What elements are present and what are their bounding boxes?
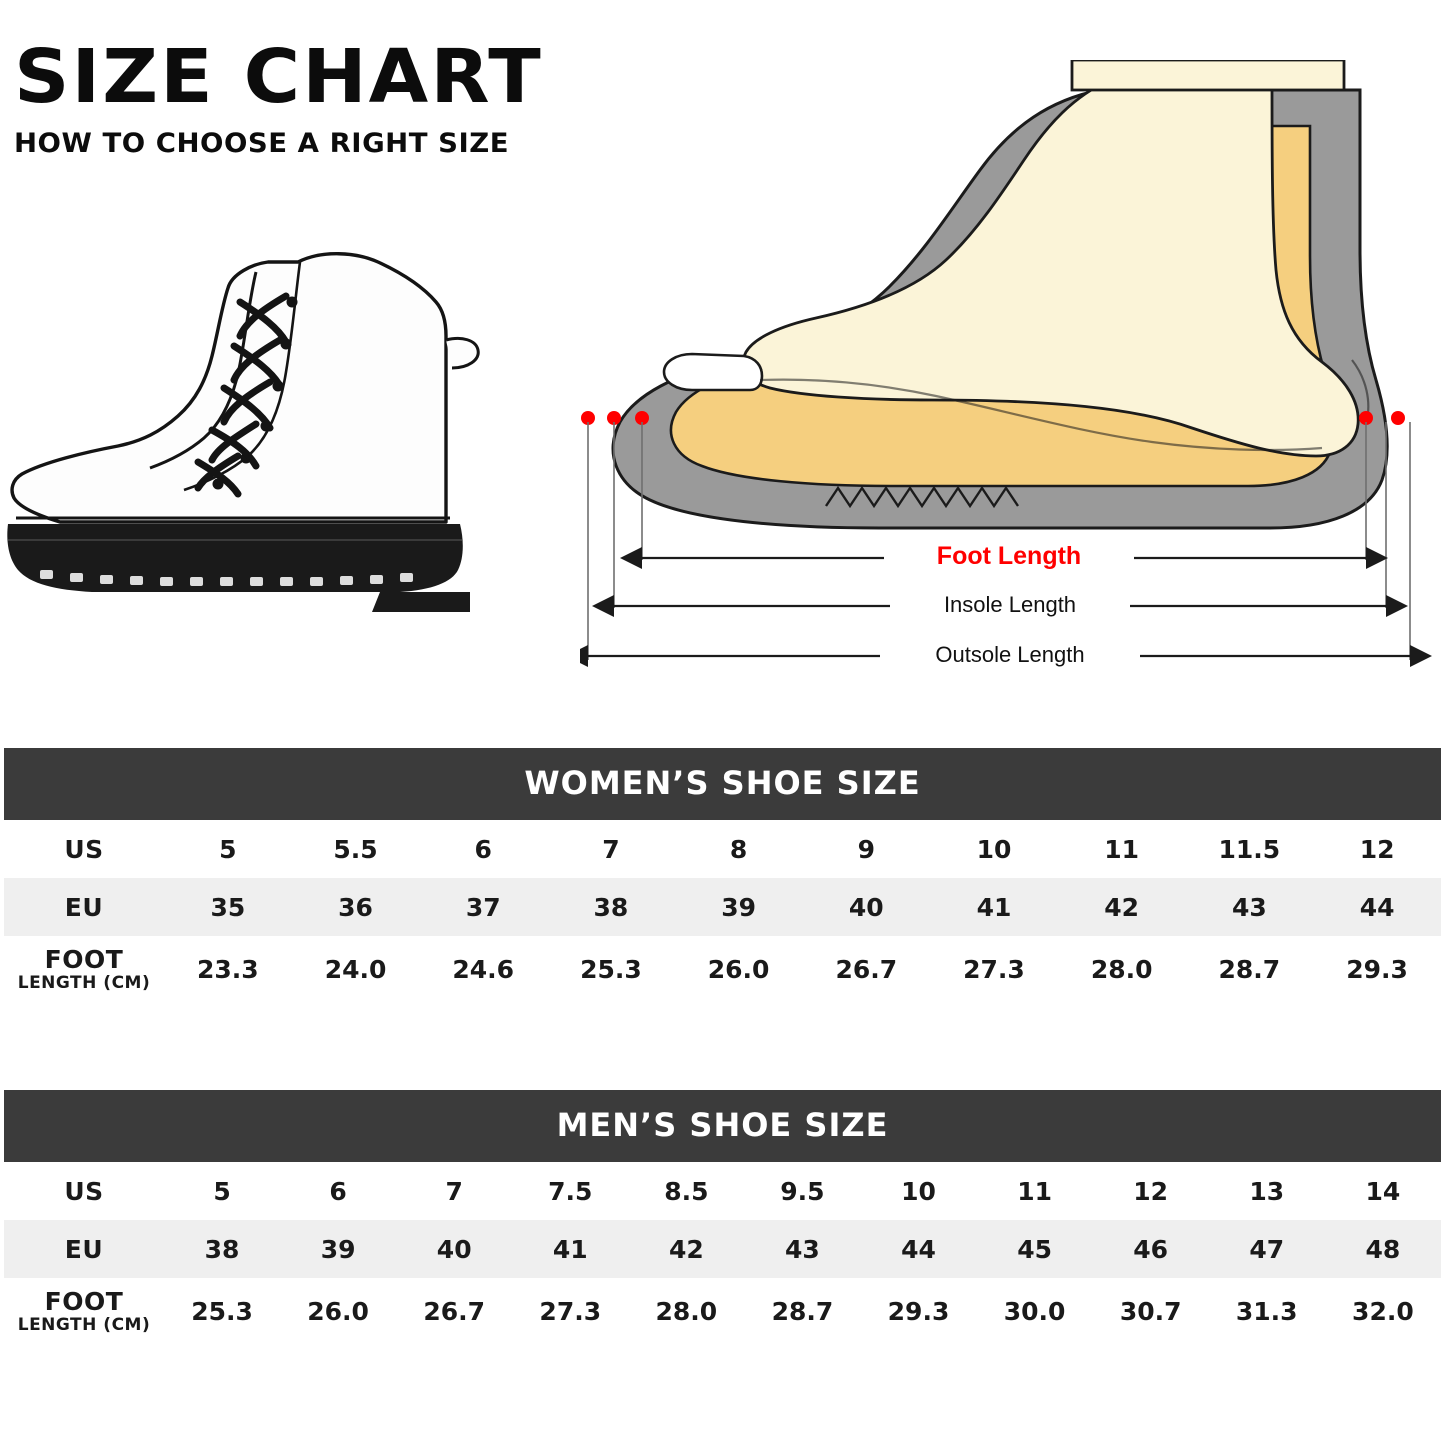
cell: 26.7 [396, 1278, 512, 1344]
row-label-foot: FOOT [44, 944, 124, 974]
cell: 35 [164, 878, 292, 936]
cell: 30.0 [977, 1278, 1093, 1344]
table-row [4, 878, 1441, 936]
page-header [14, 34, 543, 159]
cell: 10 [860, 1162, 976, 1220]
cell: 8 [675, 820, 803, 878]
table-row [4, 1220, 1441, 1278]
table-row [4, 1162, 1441, 1220]
cell: 43 [744, 1220, 860, 1278]
cell: 26.7 [802, 936, 930, 1002]
cell: 8.5 [628, 1162, 744, 1220]
cell: 39 [675, 878, 803, 936]
mens-table [4, 1162, 1441, 1344]
cell: 41 [930, 878, 1058, 936]
cell: 45 [977, 1220, 1093, 1278]
cell: 42 [1058, 878, 1186, 936]
cell: 48 [1325, 1220, 1441, 1278]
cell: 32.0 [1325, 1278, 1441, 1344]
cell: 14 [1325, 1162, 1441, 1220]
cell: 27.3 [930, 936, 1058, 1002]
cell: 28.7 [1186, 936, 1314, 1002]
mens-size-table [4, 1090, 1441, 1344]
cell: 37 [419, 878, 547, 936]
cell: 36 [292, 878, 420, 936]
row-label-us: US [4, 1162, 164, 1220]
table-row [4, 1278, 1441, 1344]
insole-length-label: Insole Length [890, 592, 1130, 618]
foot-measurement-diagram [580, 60, 1440, 690]
cell: 24.6 [419, 936, 547, 1002]
cell: 29.3 [1313, 936, 1441, 1002]
cell: 13 [1209, 1162, 1325, 1220]
womens-table-heading: WOMEN’S SHOE SIZE [4, 748, 1441, 820]
row-label-foot-length [4, 1278, 164, 1344]
outsole-length-label: Outsole Length [880, 642, 1140, 668]
mens-table-heading: MEN’S SHOE SIZE [4, 1090, 1441, 1162]
cell: 11.5 [1186, 820, 1314, 878]
cell: 25.3 [164, 1278, 280, 1344]
page-title: SIZE CHART [14, 34, 543, 120]
womens-table [4, 820, 1441, 1002]
cell: 43 [1186, 878, 1314, 936]
cell: 26.0 [675, 936, 803, 1002]
cell: 7 [547, 820, 675, 878]
cell: 26.0 [280, 1278, 396, 1344]
cell: 31.3 [1209, 1278, 1325, 1344]
cell: 12 [1313, 820, 1441, 878]
cell: 24.0 [292, 936, 420, 1002]
cell: 28.7 [744, 1278, 860, 1344]
cell: 12 [1093, 1162, 1209, 1220]
cell: 44 [1313, 878, 1441, 936]
cell: 25.3 [547, 936, 675, 1002]
cell: 11 [1058, 820, 1186, 878]
table-row [4, 936, 1441, 1002]
womens-size-table [4, 748, 1441, 1002]
table-row [4, 820, 1441, 878]
cell: 38 [164, 1220, 280, 1278]
cell: 10 [930, 820, 1058, 878]
boot-product-image [0, 240, 520, 620]
cell: 6 [419, 820, 547, 878]
cell: 7.5 [512, 1162, 628, 1220]
cell: 42 [628, 1220, 744, 1278]
cell: 29.3 [860, 1278, 976, 1344]
cell: 46 [1093, 1220, 1209, 1278]
row-label-foot: FOOT [44, 1286, 124, 1316]
cell: 11 [977, 1162, 1093, 1220]
page-subtitle: HOW TO CHOOSE A RIGHT SIZE [14, 128, 510, 159]
cell: 23.3 [164, 936, 292, 1002]
cell: 40 [396, 1220, 512, 1278]
cell: 27.3 [512, 1278, 628, 1344]
cell: 41 [512, 1220, 628, 1278]
cell: 9.5 [744, 1162, 860, 1220]
row-label-eu: EU [4, 878, 164, 936]
cell: 5 [164, 1162, 280, 1220]
row-label-foot-sub: LENGTH (CM) [17, 972, 151, 993]
cell: 5 [164, 820, 292, 878]
cell: 5.5 [292, 820, 420, 878]
cell: 39 [280, 1220, 396, 1278]
cell: 30.7 [1093, 1278, 1209, 1344]
row-label-foot-sub: LENGTH (CM) [17, 1314, 151, 1335]
cell: 38 [547, 878, 675, 936]
cell: 28.0 [628, 1278, 744, 1344]
cell: 44 [860, 1220, 976, 1278]
row-label-eu: EU [4, 1220, 164, 1278]
cell: 40 [802, 878, 930, 936]
foot-length-label: Foot Length [884, 542, 1134, 571]
row-label-foot-length [4, 936, 164, 1002]
cell: 7 [396, 1162, 512, 1220]
row-label-us: US [4, 820, 164, 878]
cell: 28.0 [1058, 936, 1186, 1002]
cell: 6 [280, 1162, 396, 1220]
cell: 47 [1209, 1220, 1325, 1278]
cell: 9 [802, 820, 930, 878]
